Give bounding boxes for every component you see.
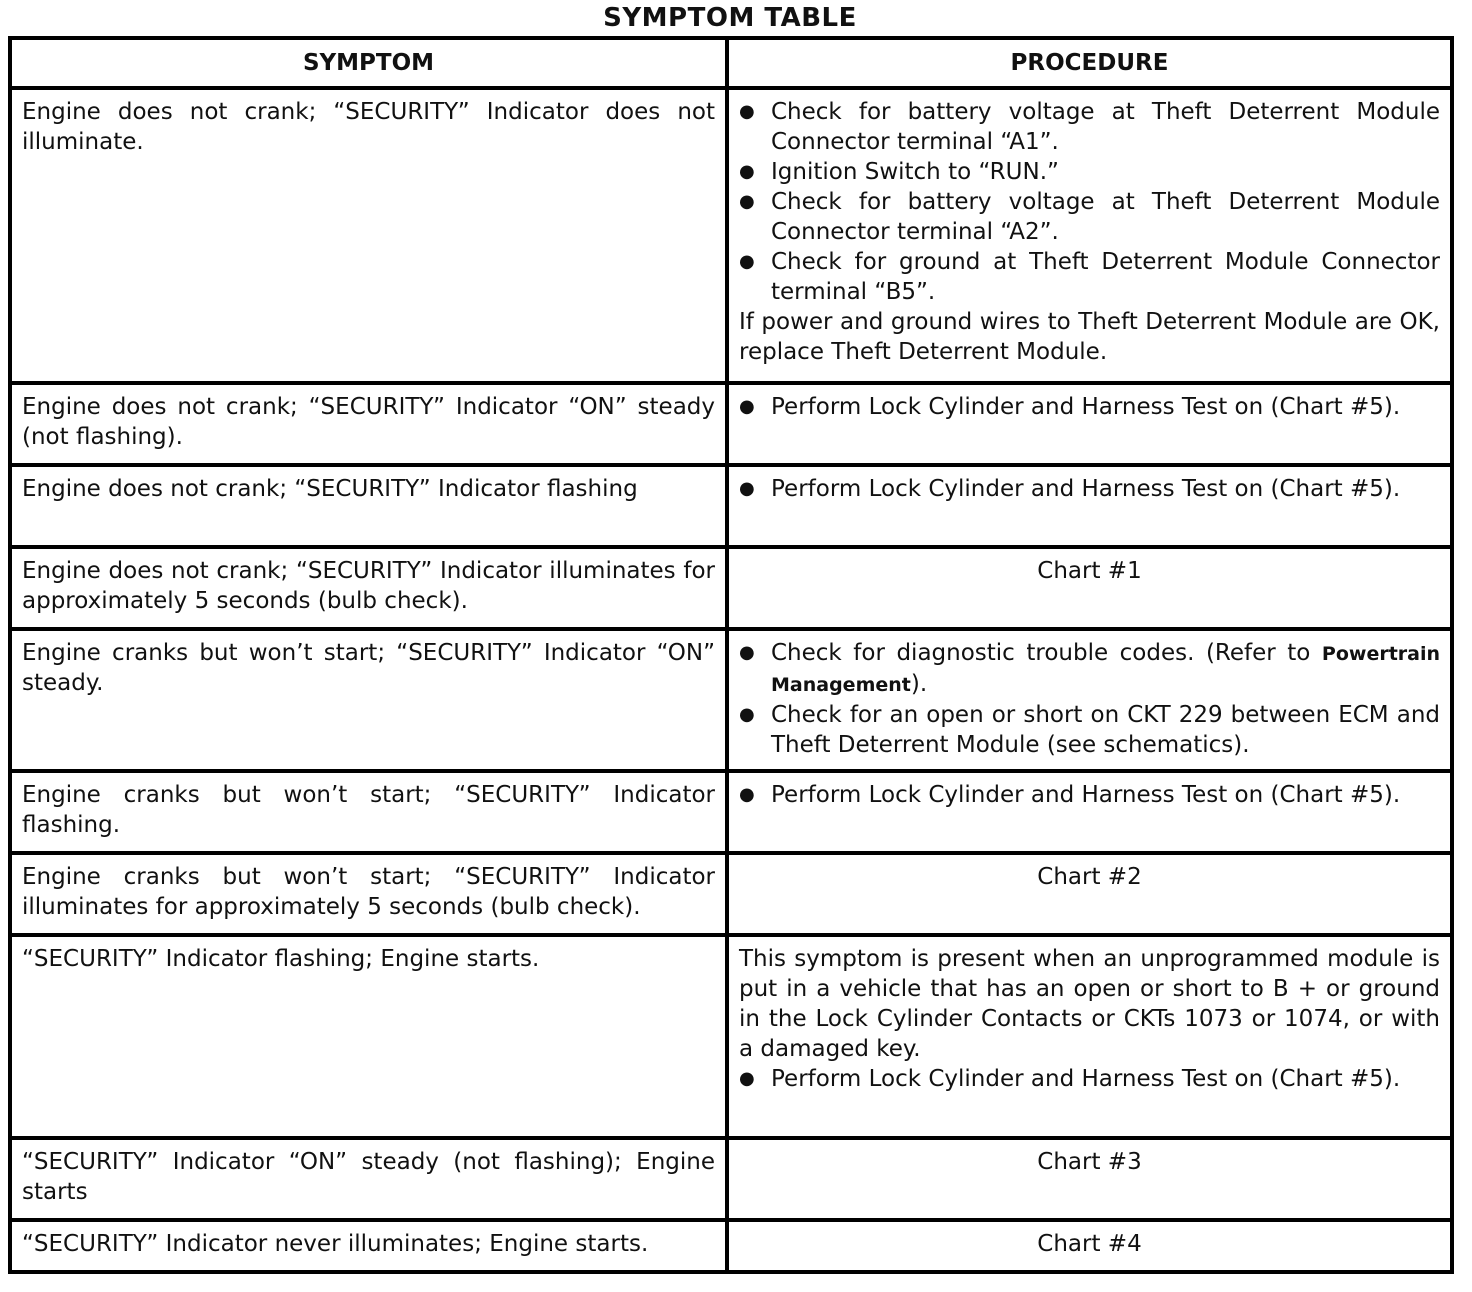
procedure-cell xyxy=(727,771,1452,853)
symptom-cell: “SECURITY” Indicator never illuminates; Engine starts. xyxy=(10,1220,727,1272)
procedure-step: ● Check for an open or short on CKT 229 between ECM and Theft Deterrent Module (see schematics). xyxy=(739,700,1440,760)
procedure-cell xyxy=(727,465,1452,547)
procedure-chart-ref: Chart #3 xyxy=(727,1138,1452,1220)
symptom-cell: Engine cranks but won’t start; “SECURITY” Indicator illuminates for approximately 5 seconds (bulb check). xyxy=(10,853,727,935)
table-row xyxy=(10,629,1452,771)
procedure-list xyxy=(739,1064,1440,1094)
procedure-chart-ref: Chart #1 xyxy=(727,547,1452,629)
procedure-cell xyxy=(727,383,1452,465)
header-row xyxy=(10,38,1452,88)
symptom-cell: Engine does not crank; “SECURITY” Indicator does not illuminate. xyxy=(10,88,727,383)
procedure-step-text: Check for diagnostic trouble codes. (Refer to xyxy=(771,640,1311,666)
table-row xyxy=(10,383,1452,465)
table-row xyxy=(10,935,1452,1138)
procedure-step: ● Perform Lock Cylinder and Harness Test on (Chart #5). xyxy=(739,1064,1440,1094)
page-title: SYMPTOM TABLE xyxy=(603,3,857,33)
table-row xyxy=(10,771,1452,853)
procedure-step: ● Perform Lock Cylinder and Harness Test on (Chart #5). xyxy=(739,780,1440,810)
table-row xyxy=(10,547,1452,629)
procedure-step-text: ). xyxy=(910,671,928,697)
procedure-cell xyxy=(727,88,1452,383)
procedure-step xyxy=(739,638,1440,700)
procedure-chart-ref: Chart #4 xyxy=(727,1220,1452,1272)
procedure-list xyxy=(739,392,1440,422)
symptom-cell: Engine does not crank; “SECURITY” Indicator “ON” steady (not flashing). xyxy=(10,383,727,465)
procedure-list xyxy=(739,474,1440,504)
procedure-step: ● Check for battery voltage at Theft Deterrent Module Connector terminal “A1”. xyxy=(739,97,1440,157)
symptom-cell: “SECURITY” Indicator flashing; Engine starts. xyxy=(10,935,727,1138)
procedure-note: If power and ground wires to Theft Deterrent Module are OK, replace Theft Deterrent Module. xyxy=(739,309,1440,365)
procedure-step: ● Check for battery voltage at Theft Deterrent Module Connector terminal “A2”. xyxy=(739,187,1440,247)
procedure-cell xyxy=(727,935,1452,1138)
header-procedure: PROCEDURE xyxy=(727,38,1452,88)
header-symptom: SYMPTOM xyxy=(10,38,727,88)
procedure-list xyxy=(739,780,1440,810)
procedure-chart-ref: Chart #2 xyxy=(727,853,1452,935)
procedure-cell xyxy=(727,629,1452,771)
procedure-step: ● Perform Lock Cylinder and Harness Test on (Chart #5). xyxy=(739,474,1440,504)
procedure-step: ● Perform Lock Cylinder and Harness Test on (Chart #5). xyxy=(739,392,1440,422)
table-row xyxy=(10,88,1452,383)
reference-manual: Powertrain Management xyxy=(771,643,1441,696)
symptom-table xyxy=(8,36,1454,1274)
table-row xyxy=(10,465,1452,547)
procedure-note: This symptom is present when an unprogrammed module is put in a vehicle that has an open or short to B + or ground in the Lock Cylinder Contacts or CKTs 1073 or 1074, or with a damaged key. xyxy=(739,946,1440,1062)
symptom-cell: “SECURITY” Indicator “ON” steady (not flashing); Engine starts xyxy=(10,1138,727,1220)
symptom-cell: Engine does not crank; “SECURITY” Indicator flashing xyxy=(10,465,727,547)
symptom-cell: Engine cranks but won’t start; “SECURITY” Indicator “ON” steady. xyxy=(10,629,727,771)
table-row xyxy=(10,853,1452,935)
procedure-list xyxy=(739,97,1440,307)
table-row xyxy=(10,1220,1452,1272)
symptom-cell: Engine cranks but won’t start; “SECURITY” Indicator flashing. xyxy=(10,771,727,853)
symptom-cell: Engine does not crank; “SECURITY” Indicator illuminates for approximately 5 seconds (bulb check). xyxy=(10,547,727,629)
procedure-step: ● Ignition Switch to “RUN.” xyxy=(739,157,1440,187)
procedure-list xyxy=(739,638,1440,760)
procedure-step: ● Check for ground at Theft Deterrent Module Connector terminal “B5”. xyxy=(739,247,1440,307)
table-row xyxy=(10,1138,1452,1220)
